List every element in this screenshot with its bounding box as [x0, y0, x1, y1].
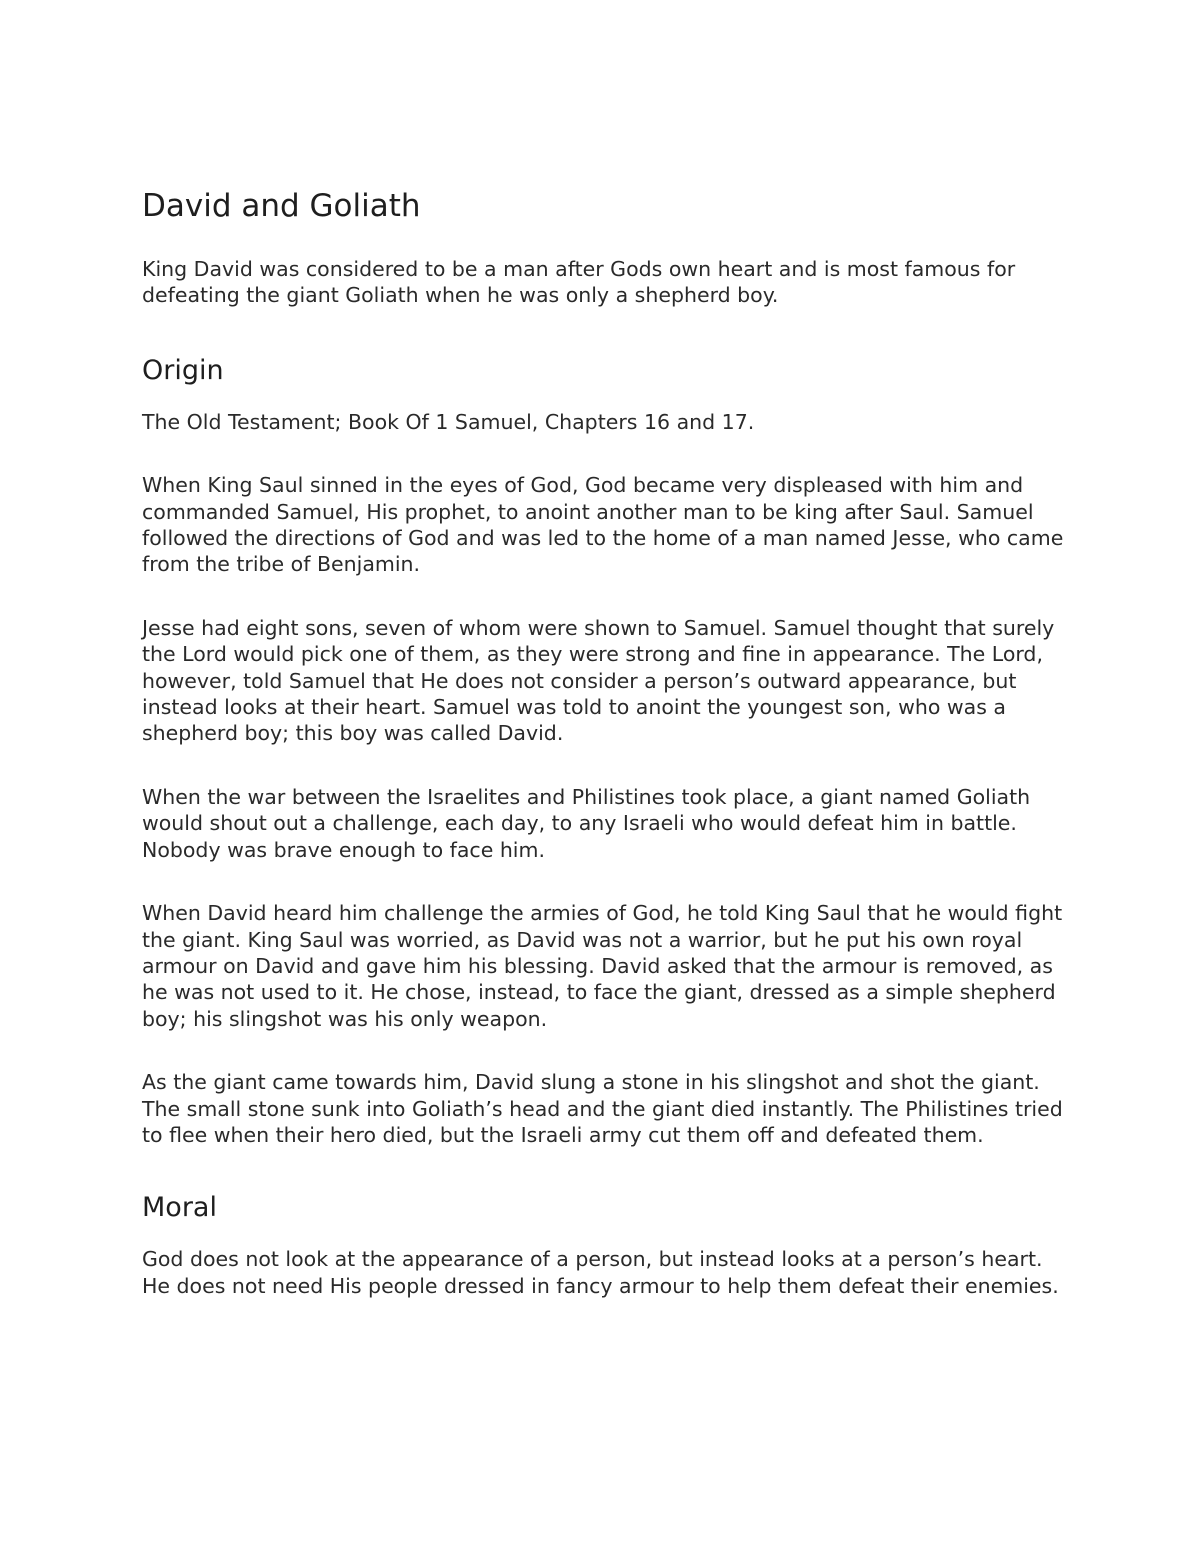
document-title: David and Goliath	[142, 188, 421, 224]
origin-paragraph-1: The Old Testament; Book Of 1 Samuel, Chapters 16 and 17.	[142, 409, 755, 434]
origin-paragraph-5: When David heard him challenge the armies of God, he told King Saul that he would fight the giant. King Saul was worried, as David was not a warrior, but he put his own royal armour on David and gave him his blessing. David asked that the armour is removed, as he was not used to it. He chose, instead, to face the giant, dressed as a simple shepherd boy; his slingshot was his only weapon.	[142, 901, 1063, 1031]
section-heading-origin: Origin	[142, 354, 224, 386]
origin-paragraph-3: Jesse had eight sons, seven of whom were shown to Samuel. Samuel thought that surely the Lord would pick one of them, as they were strong and fine in appearance. The Lord, however, told Samuel that He does not consider a person’s outward appearance, but instead looks at their heart. Samuel was told to anoint the youngest son, who was a shepherd boy; this boy was called David.	[142, 615, 1055, 746]
document-page	[142, 186, 1072, 1336]
section-heading-moral: Moral	[142, 1192, 217, 1224]
origin-paragraph-6: As the giant came towards him, David slung a stone in his slingshot and shot the giant. The small stone sunk into Goliath’s head and the giant died instantly. The Philistines tried to flee when their hero died, but the Israeli army cut them off and defeated them.	[142, 1070, 1063, 1147]
moral-paragraph-1: God does not look at the appearance of a person, but instead looks at a person’s heart. He does not need His people dressed in fancy armour to help them defeat their enemies.	[142, 1247, 1059, 1298]
origin-paragraph-4: When the war between the Israelites and Philistines took place, a giant named Goliath would shout out a challenge, each day, to any Israeli who would defeat him in battle. Nobody was brave enough to face him.	[142, 784, 1031, 862]
intro-paragraph: King David was considered to be a man after Gods own heart and is most famous for defeating the giant Goliath when he was only a shepherd boy.	[142, 257, 1016, 308]
origin-paragraph-2: When King Saul sinned in the eyes of God, God became very displeased with him and commanded Samuel, His prophet, to anoint another man to be king after Saul. Samuel followed the directions of God and was led to the home of a man named Jesse, who came from the tribe of Benjamin.	[142, 473, 1064, 577]
